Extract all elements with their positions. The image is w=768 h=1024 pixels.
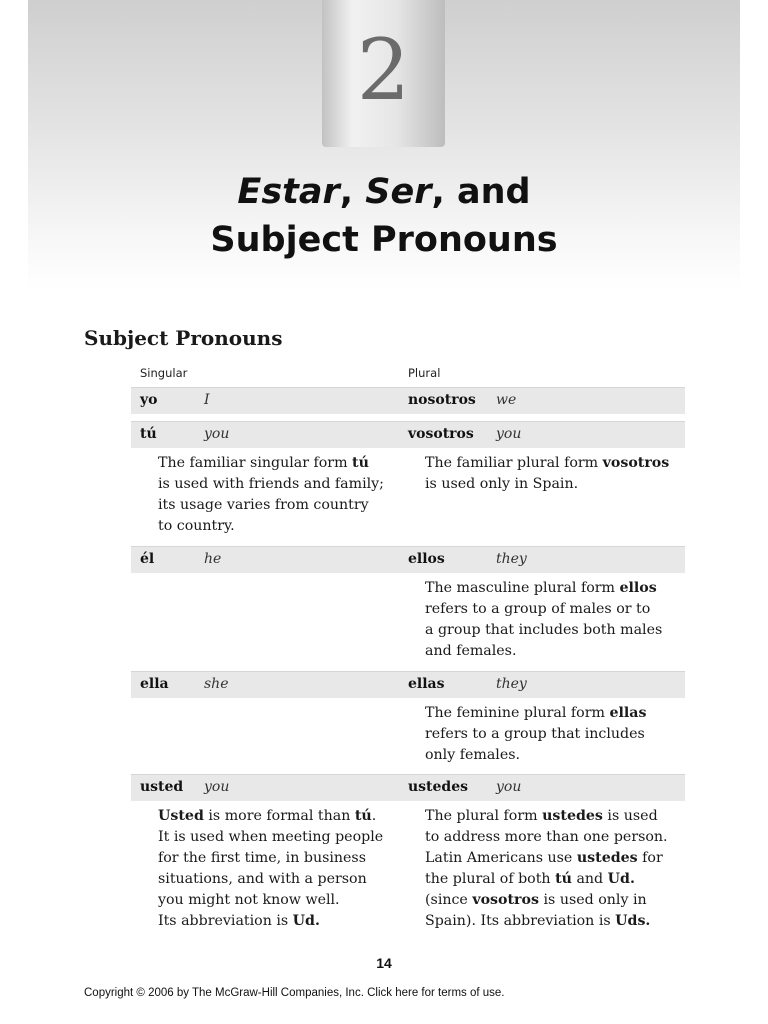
singular-pronoun: ella <box>140 676 169 692</box>
title-separator-1: , <box>339 172 366 212</box>
note-bold-term: vosotros <box>602 455 670 471</box>
chapter-title <box>28 168 740 264</box>
note-tu <box>158 453 384 537</box>
note-text: is used only in Spain. <box>425 476 579 492</box>
plural-gloss: they <box>496 676 527 692</box>
copyright-link[interactable]: Copyright © 2006 by The McGraw-Hill Companies, Inc. Click here for terms of use. <box>84 987 505 999</box>
note-bold-term: tú <box>555 871 572 887</box>
singular-pronoun: él <box>140 551 155 567</box>
note-text: The familiar singular form <box>158 455 353 471</box>
chapter-number-box <box>322 0 445 147</box>
note-text: to country. <box>158 518 235 534</box>
note-line <box>158 474 384 495</box>
chapter-title-line-2: Subject Pronouns <box>210 220 558 260</box>
plural-gloss: you <box>496 779 522 795</box>
note-text: for the first time, in business <box>158 850 366 866</box>
plural-pronoun: ellas <box>408 676 445 692</box>
note-text: for <box>637 850 663 866</box>
pronoun-row-tu <box>131 421 685 448</box>
note-vosotros <box>425 453 669 495</box>
chapter-number: 2 <box>356 21 411 119</box>
note-bold-term: tú <box>354 808 372 824</box>
note-bold-term: tú <box>352 455 369 471</box>
note-line <box>425 453 669 474</box>
note-text: is used only in <box>538 892 647 908</box>
title-separator-2: , and <box>431 172 531 212</box>
plural-gloss: we <box>496 392 517 408</box>
note-line <box>425 724 646 745</box>
plural-gloss: you <box>496 426 522 442</box>
pronoun-row-usted <box>131 774 685 801</box>
note-line <box>158 516 384 537</box>
note-text: Latin Americans use <box>425 850 577 866</box>
note-bold-term: ellos <box>619 580 657 596</box>
note-text: The plural form <box>425 808 543 824</box>
note-line <box>425 641 662 662</box>
note-bold-term: ustedes <box>576 850 638 866</box>
note-text: The masculine plural form <box>425 580 620 596</box>
singular-pronoun: tú <box>140 426 157 442</box>
title-ser: Ser <box>365 172 432 212</box>
note-line <box>158 827 383 848</box>
page-number: 14 <box>376 955 392 971</box>
singular-pronoun: yo <box>140 392 158 408</box>
plural-gloss: they <box>496 551 527 567</box>
note-text: The feminine plural form <box>425 705 610 721</box>
note-text: to address more than one person. <box>425 829 668 845</box>
plural-pronoun: nosotros <box>408 392 476 408</box>
note-text: refers to a group of males or to <box>425 601 651 617</box>
pronoun-row-ella <box>131 671 685 698</box>
singular-gloss: you <box>204 779 230 795</box>
note-line <box>158 453 384 474</box>
note-text: you might not know well. <box>158 892 340 908</box>
note-text: is used with friends and family; <box>158 476 384 492</box>
note-text: and <box>571 871 608 887</box>
note-text: refers to a group that includes <box>425 726 645 742</box>
note-line <box>425 890 668 911</box>
note-line <box>425 869 668 890</box>
note-text: Spain). Its abbreviation is <box>425 913 616 929</box>
note-ellas <box>425 703 646 766</box>
note-bold-term: vosotros <box>472 892 539 908</box>
note-line <box>158 869 383 890</box>
note-line <box>425 848 668 869</box>
singular-gloss: she <box>204 676 229 692</box>
note-text: It is used when meeting people <box>158 829 384 845</box>
singular-gloss: I <box>204 392 210 408</box>
note-text: is more formal than <box>203 808 355 824</box>
section-title: Subject Pronouns <box>84 326 283 350</box>
note-line <box>425 620 662 641</box>
column-header-singular: Singular <box>140 366 188 380</box>
note-bold-term: Ud. <box>292 913 320 929</box>
note-text: only females. <box>425 747 521 763</box>
note-line <box>425 806 668 827</box>
note-text: . <box>371 808 377 824</box>
pronoun-row-el <box>131 546 685 573</box>
plural-pronoun: ustedes <box>408 779 469 795</box>
note-line <box>425 578 662 599</box>
note-line <box>425 474 669 495</box>
column-header-plural: Plural <box>408 366 441 380</box>
note-text: and females. <box>425 643 517 659</box>
note-line <box>158 848 383 869</box>
plural-pronoun: ellos <box>408 551 445 567</box>
note-text: its usage varies from country <box>158 497 369 513</box>
note-text: The familiar plural form <box>425 455 603 471</box>
pronoun-row-yo <box>131 387 685 414</box>
note-usted <box>158 806 383 932</box>
chapter-title-line-1 <box>28 168 740 216</box>
singular-gloss: he <box>204 551 222 567</box>
note-text: a group that includes both males <box>425 622 663 638</box>
singular-pronoun: usted <box>140 779 184 795</box>
note-line <box>425 911 668 932</box>
note-bold-term: Usted <box>158 808 204 824</box>
note-bold-term: ustedes <box>542 808 603 824</box>
note-line <box>425 827 668 848</box>
note-line <box>425 599 662 620</box>
note-bold-term: Ud. <box>607 871 635 887</box>
note-bold-term: ellas <box>609 705 647 721</box>
note-line <box>158 890 383 911</box>
singular-gloss: you <box>204 426 230 442</box>
note-line <box>425 703 646 724</box>
note-line <box>158 911 383 932</box>
note-text: (since <box>425 892 473 908</box>
note-ustedes <box>425 806 668 932</box>
note-text: situations, and with a person <box>158 871 367 887</box>
title-estar: Estar <box>237 172 340 212</box>
plural-pronoun: vosotros <box>408 426 474 442</box>
note-bold-term: Uds. <box>615 913 651 929</box>
note-line <box>425 745 646 766</box>
note-ellos <box>425 578 662 662</box>
note-text: is used <box>602 808 658 824</box>
note-line <box>158 495 384 516</box>
note-text: the plural of both <box>425 871 556 887</box>
note-line <box>158 806 383 827</box>
note-text: Its abbreviation is <box>158 913 293 929</box>
